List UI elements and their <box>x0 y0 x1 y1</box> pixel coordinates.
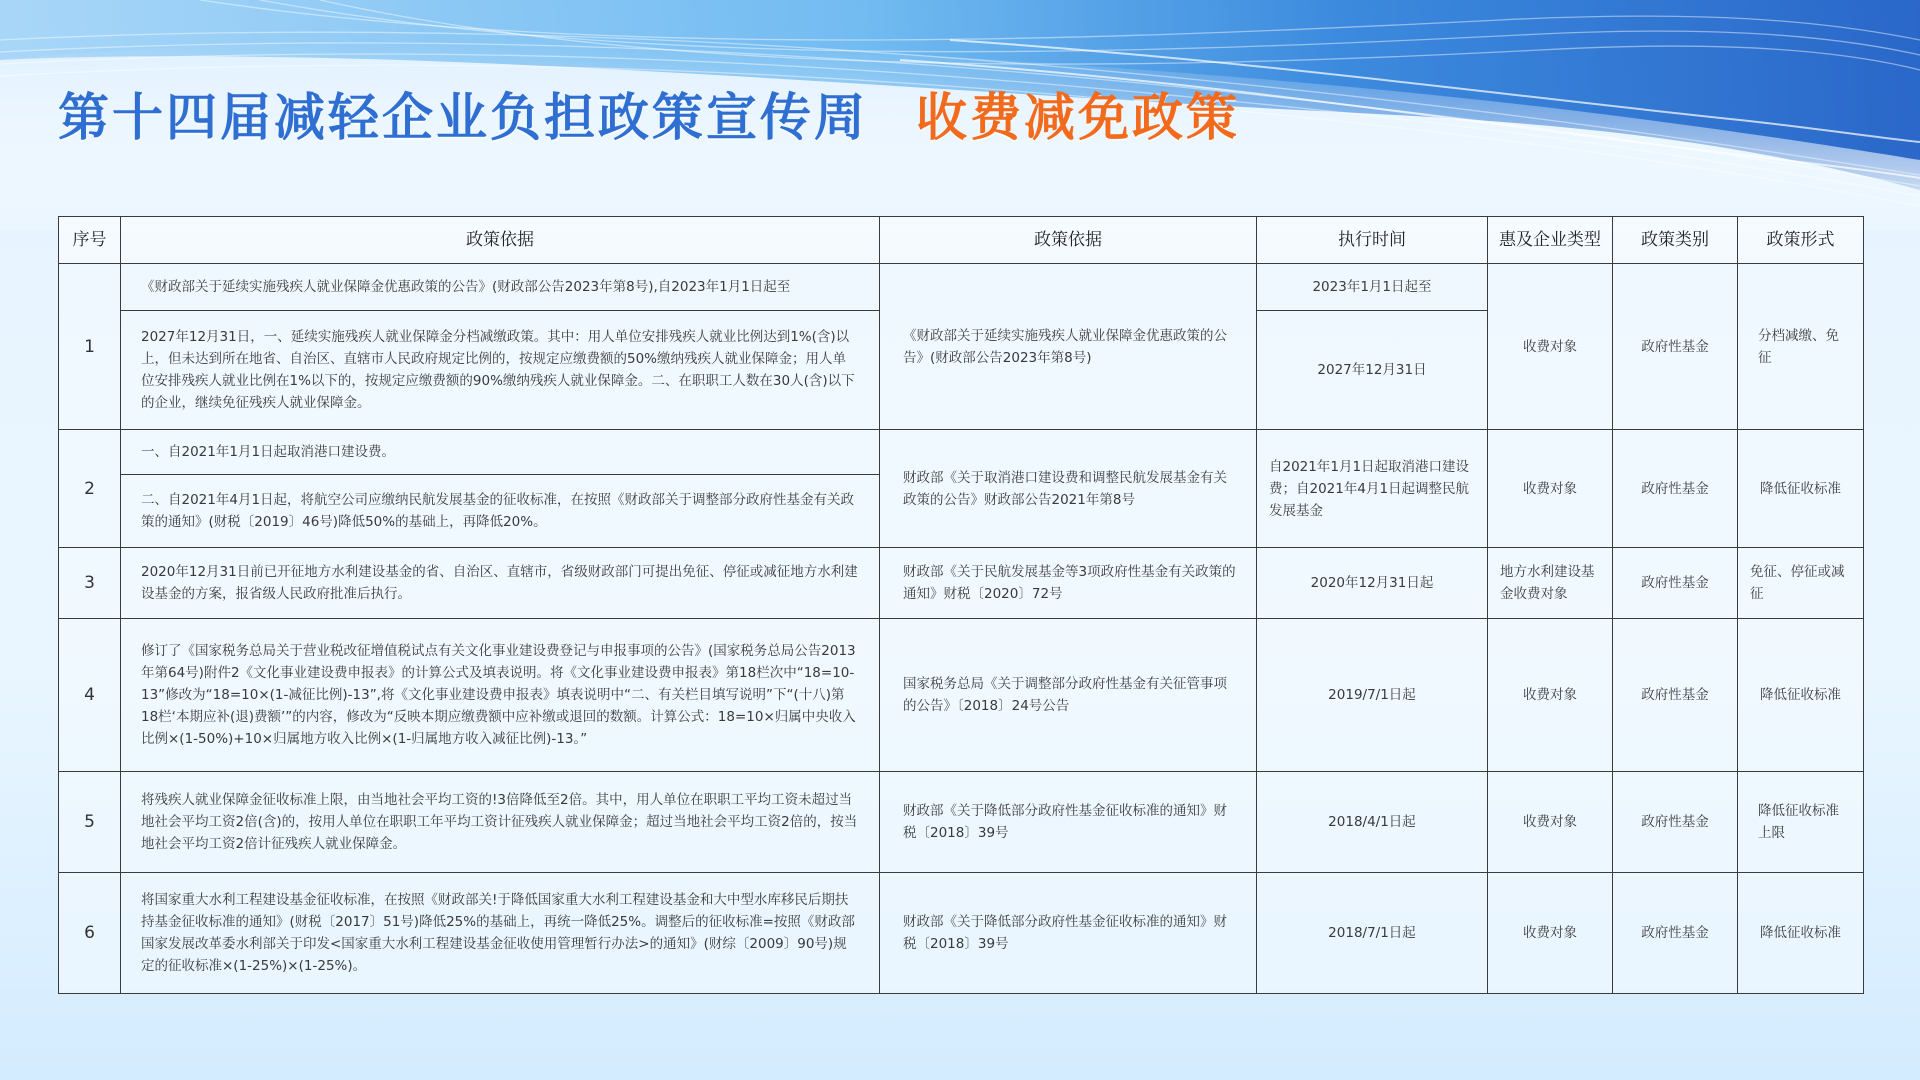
policy-category-cell: 政府性基金 <box>1613 548 1738 619</box>
policy-category-cell: 政府性基金 <box>1613 264 1738 430</box>
col-header-document: 政策依据 <box>880 217 1257 264</box>
execution-time-cell: 2018/7/1日起 <box>1257 873 1488 994</box>
policy-document-cell: 财政部《关于降低部分政府性基金征收标准的通知》财税〔2018〕39号 <box>880 772 1257 873</box>
policy-form-cell: 降低征收标准 <box>1738 619 1864 772</box>
policy-basis-cell: 将国家重大水利工程建设基金征收标准，在按照《财政部关!于降低国家重大水利工程建设基金和大中型水库移民后期扶持基金征收标准的通知》(财税〔2017〕51号)降低25%的基础上，再统一降低25%。调整后的征收标准=按照《财政部国家发展改革委水利部关于印发<国家重大水利工程建设基金征收使用管理暂行办法>的通知》(财综〔2009〕90号)规定的征收标准×(1-25%)×(1-25%)。 <box>121 873 880 994</box>
col-header-beneficiary: 惠及企业类型 <box>1488 217 1613 264</box>
policy-form-cell: 降低征收标准上限 <box>1738 772 1864 873</box>
policy-form-cell: 降低征收标准 <box>1738 873 1864 994</box>
policy-category-cell: 政府性基金 <box>1613 873 1738 994</box>
table-row <box>59 619 1864 772</box>
table-row <box>59 430 1864 475</box>
table-row <box>59 772 1864 873</box>
policy-document-cell: 财政部《关于民航发展基金等3项政府性基金有关政策的通知》财税〔2020〕72号 <box>880 548 1257 619</box>
policy-document-cell: 财政部《关于降低部分政府性基金征收标准的通知》财税〔2018〕39号 <box>880 873 1257 994</box>
row-number: 5 <box>59 772 121 873</box>
policy-basis-cell: 二、自2021年4月1日起，将航空公司应缴纳民航发展基金的征收标准，在按照《财政部关于调整部分政府性基金有关政策的通知》(财税〔2019〕46号)降低50%的基础上，再降低20%。 <box>121 475 880 548</box>
policy-basis-cell: 一、自2021年1月1日起取消港口建设费。 <box>121 430 880 475</box>
row-number: 4 <box>59 619 121 772</box>
policy-form-cell: 降低征收标准 <box>1738 430 1864 548</box>
row-number: 1 <box>59 264 121 430</box>
policy-document-cell: 国家税务总局《关于调整部分政府性基金有关征管事项的公告》〔2018〕24号公告 <box>880 619 1257 772</box>
execution-time-cell: 自2021年1月1日起取消港口建设费；自2021年4月1日起调整民航发展基金 <box>1257 430 1488 548</box>
policy-category-cell: 政府性基金 <box>1613 619 1738 772</box>
policy-basis-cell: 2020年12月31日前已开征地方水利建设基金的省、自治区、直辖市，省级财政部门可提出免征、停征或减征地方水利建设基金的方案，报省级人民政府批准后执行。 <box>121 548 880 619</box>
execution-time-cell: 2023年1月1日起至 <box>1257 264 1488 311</box>
execution-time-cell: 2027年12月31日 <box>1257 311 1488 430</box>
execution-time-cell: 2019/7/1日起 <box>1257 619 1488 772</box>
beneficiary-type-cell: 收费对象 <box>1488 264 1613 430</box>
execution-time-cell: 2020年12月31日起 <box>1257 548 1488 619</box>
row-number: 3 <box>59 548 121 619</box>
beneficiary-type-cell: 收费对象 <box>1488 772 1613 873</box>
col-header-form: 政策形式 <box>1738 217 1864 264</box>
col-header-category: 政策类别 <box>1613 217 1738 264</box>
execution-time-cell: 2018/4/1日起 <box>1257 772 1488 873</box>
row-number: 6 <box>59 873 121 994</box>
policy-basis-cell: 修订了《国家税务总局关于营业税改征增值税试点有关文化事业建设费登记与申报事项的公告》(国家税务总局公告2013年第64号)附件2《文化事业建设费申报表》的计算公式及填表说明。将《文化事业建设费申报表》第18栏次中“18=10-13”修改为“18=10×(1-减征比例)-13”,将《文化事业建设费申报表》填表说明中“二、有关栏目填写说明”下“(十八)第18栏‘本期应补(退)费额’”的内容，修改为“反映本期应缴费额中应补缴或退回的数额。计算公式：18=10×归属中央收入比例×(1-50%)+10×归属地方收入比例×(1-归属地方收入减征比例)-13。” <box>121 619 880 772</box>
policy-category-cell: 政府性基金 <box>1613 430 1738 548</box>
policy-basis-cell: 将残疾人就业保障金征收标准上限，由当地社会平均工资的!3倍降低至2倍。其中，用人单位在职职工平均工资未超过当地社会平均工资2倍(含)的，按用人单位在职职工年平均工资计征残疾人就业保障金；超过当地社会平均工资2倍的，按当地社会平均工资2倍计征残疾人就业保障金。 <box>121 772 880 873</box>
page-title <box>58 78 1240 148</box>
policy-category-cell: 政府性基金 <box>1613 772 1738 873</box>
policy-document-cell: 《财政部关于延续实施残疾人就业保障金优惠政策的公告》(财政部公告2023年第8号) <box>880 264 1257 430</box>
title-main: 第十四届减轻企业负担政策宣传周 <box>58 89 869 148</box>
policy-form-cell: 分档减缴、免征 <box>1738 264 1864 430</box>
col-header-basis: 政策依据 <box>121 217 880 264</box>
policy-table <box>58 216 1864 994</box>
row-number: 2 <box>59 430 121 548</box>
table-header-row <box>59 217 1864 264</box>
policy-form-cell: 免征、停征或减征 <box>1738 548 1864 619</box>
policy-document-cell: 财政部《关于取消港口建设费和调整民航发展基金有关政策的公告》财政部公告2021年第8号 <box>880 430 1257 548</box>
policy-basis-cell: 《财政部关于延续实施残疾人就业保障金优惠政策的公告》(财政部公告2023年第8号),自2023年1月1日起至 <box>121 264 880 311</box>
table-row <box>59 548 1864 619</box>
policy-basis-cell: 2027年12月31日，一、延续实施残疾人就业保障金分档减缴政策。其中：用人单位安排残疾人就业比例达到1%(含)以上，但未达到所在地省、自治区、直辖市人民政府规定比例的，按规定应缴费额的50%缴纳残疾人就业保障金；用人单位安排残疾人就业比例在1%以下的，按规定应缴费额的90%缴纳残疾人就业保障金。二、在职职工人数在30人(含)以下的企业，继续免征残疾人就业保障金。 <box>121 311 880 430</box>
beneficiary-type-cell: 收费对象 <box>1488 430 1613 548</box>
col-header-time: 执行时间 <box>1257 217 1488 264</box>
beneficiary-type-cell: 收费对象 <box>1488 619 1613 772</box>
title-highlight: 收费减免政策 <box>916 89 1241 148</box>
table-row <box>59 264 1864 311</box>
table-row <box>59 873 1864 994</box>
beneficiary-type-cell: 地方水利建设基金收费对象 <box>1488 548 1613 619</box>
beneficiary-type-cell: 收费对象 <box>1488 873 1613 994</box>
col-header-seq: 序号 <box>59 217 121 264</box>
